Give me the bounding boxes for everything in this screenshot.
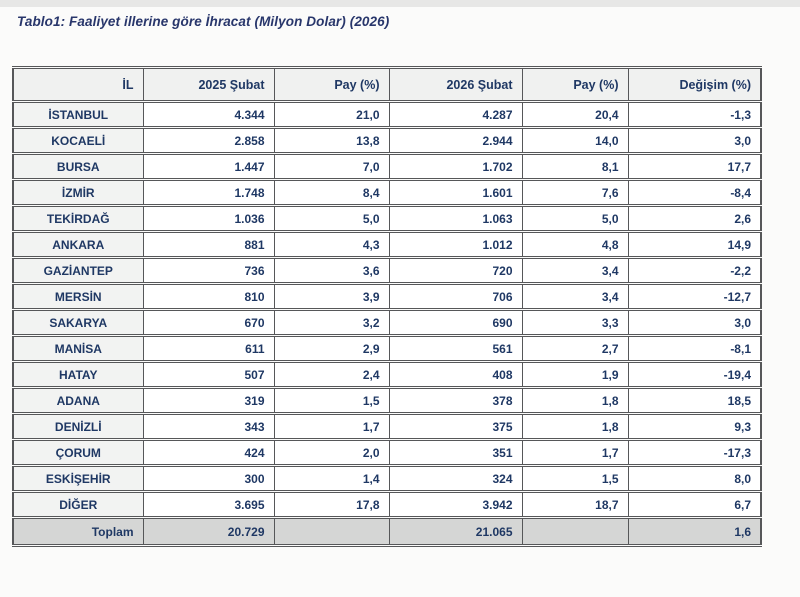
degisim-cell: -2,2 <box>628 258 761 284</box>
pay-2026-cell: 18,7 <box>522 492 628 518</box>
total-degisim-cell: 1,6 <box>628 518 761 546</box>
pay-2026-cell: 1,9 <box>522 362 628 388</box>
value-2026-cell: 706 <box>389 284 522 310</box>
pay-2025-cell: 13,8 <box>274 128 389 154</box>
degisim-cell: 17,7 <box>628 154 761 180</box>
value-2025-cell: 611 <box>143 336 274 362</box>
pay-2025-cell: 1,7 <box>274 414 389 440</box>
table-row <box>13 440 761 466</box>
table-title: Tablo1: Faaliyet illerine göre İhracat (Milyon Dolar) (2026) <box>17 14 390 29</box>
pay-2025-cell: 3,6 <box>274 258 389 284</box>
col-header-pay-2026: Pay (%) <box>522 68 628 102</box>
value-2026-cell: 375 <box>389 414 522 440</box>
degisim-cell: 8,0 <box>628 466 761 492</box>
col-header-pay-2025: Pay (%) <box>274 68 389 102</box>
degisim-cell: -17,3 <box>628 440 761 466</box>
province-cell: SAKARYA <box>13 310 143 336</box>
pay-2025-cell: 3,2 <box>274 310 389 336</box>
pay-2026-cell: 1,7 <box>522 440 628 466</box>
table-row <box>13 128 761 154</box>
pay-2025-cell: 2,9 <box>274 336 389 362</box>
degisim-cell: -8,1 <box>628 336 761 362</box>
table-row <box>13 310 761 336</box>
col-header-degisim: Değişim (%) <box>628 68 761 102</box>
value-2026-cell: 561 <box>389 336 522 362</box>
value-2025-cell: 1.748 <box>143 180 274 206</box>
province-cell: TEKİRDAĞ <box>13 206 143 232</box>
degisim-cell: -12,7 <box>628 284 761 310</box>
value-2026-cell: 1.012 <box>389 232 522 258</box>
table-row <box>13 232 761 258</box>
value-2025-cell: 3.695 <box>143 492 274 518</box>
total-label-cell: Toplam <box>13 518 143 546</box>
pay-2025-cell: 2,0 <box>274 440 389 466</box>
value-2025-cell: 810 <box>143 284 274 310</box>
pay-2025-cell: 21,0 <box>274 102 389 128</box>
pay-2025-cell: 4,3 <box>274 232 389 258</box>
col-header-2025-subat: 2025 Şubat <box>143 68 274 102</box>
pay-2026-cell: 8,1 <box>522 154 628 180</box>
table-row <box>13 336 761 362</box>
province-cell: HATAY <box>13 362 143 388</box>
pay-2025-cell: 3,9 <box>274 284 389 310</box>
value-2026-cell: 1.063 <box>389 206 522 232</box>
table-row <box>13 492 761 518</box>
pay-2026-cell: 3,4 <box>522 284 628 310</box>
degisim-cell: 2,6 <box>628 206 761 232</box>
value-2026-cell: 408 <box>389 362 522 388</box>
pay-2025-cell: 1,5 <box>274 388 389 414</box>
province-cell: KOCAELİ <box>13 128 143 154</box>
value-2025-cell: 319 <box>143 388 274 414</box>
value-2026-cell: 1.702 <box>389 154 522 180</box>
col-header-il: İL <box>13 68 143 102</box>
province-cell: GAZİANTEP <box>13 258 143 284</box>
value-2025-cell: 343 <box>143 414 274 440</box>
value-2026-cell: 324 <box>389 466 522 492</box>
table-row <box>13 466 761 492</box>
province-cell: ADANA <box>13 388 143 414</box>
value-2026-cell: 378 <box>389 388 522 414</box>
pay-2025-cell: 7,0 <box>274 154 389 180</box>
page-top-strip <box>0 0 800 7</box>
pay-2026-cell: 1,5 <box>522 466 628 492</box>
table-row <box>13 206 761 232</box>
pay-2025-cell: 2,4 <box>274 362 389 388</box>
pay-2026-cell: 5,0 <box>522 206 628 232</box>
pay-2025-cell: 5,0 <box>274 206 389 232</box>
table-row <box>13 414 761 440</box>
table-row <box>13 362 761 388</box>
value-2025-cell: 2.858 <box>143 128 274 154</box>
province-cell: İZMİR <box>13 180 143 206</box>
value-2026-cell: 690 <box>389 310 522 336</box>
value-2026-cell: 351 <box>389 440 522 466</box>
pay-2026-cell: 1,8 <box>522 388 628 414</box>
pay-2025-cell: 1,4 <box>274 466 389 492</box>
province-cell: İSTANBUL <box>13 102 143 128</box>
total-v2025-cell: 20.729 <box>143 518 274 546</box>
degisim-cell: -19,4 <box>628 362 761 388</box>
province-cell: DENİZLİ <box>13 414 143 440</box>
total-v2026-cell: 21.065 <box>389 518 522 546</box>
degisim-cell: 14,9 <box>628 232 761 258</box>
pay-2026-cell: 4,8 <box>522 232 628 258</box>
degisim-cell: 3,0 <box>628 310 761 336</box>
value-2025-cell: 736 <box>143 258 274 284</box>
total-row <box>13 518 761 546</box>
total-pay2026-cell <box>522 518 628 546</box>
value-2025-cell: 4.344 <box>143 102 274 128</box>
value-2025-cell: 507 <box>143 362 274 388</box>
value-2026-cell: 1.601 <box>389 180 522 206</box>
pay-2025-cell: 8,4 <box>274 180 389 206</box>
value-2026-cell: 3.942 <box>389 492 522 518</box>
value-2025-cell: 670 <box>143 310 274 336</box>
value-2026-cell: 2.944 <box>389 128 522 154</box>
province-cell: BURSA <box>13 154 143 180</box>
province-cell: ESKİŞEHİR <box>13 466 143 492</box>
table-row <box>13 284 761 310</box>
table-row <box>13 154 761 180</box>
degisim-cell: -8,4 <box>628 180 761 206</box>
value-2025-cell: 300 <box>143 466 274 492</box>
pay-2026-cell: 7,6 <box>522 180 628 206</box>
pay-2026-cell: 3,4 <box>522 258 628 284</box>
total-pay2025-cell <box>274 518 389 546</box>
value-2025-cell: 1.036 <box>143 206 274 232</box>
pay-2026-cell: 20,4 <box>522 102 628 128</box>
pay-2026-cell: 2,7 <box>522 336 628 362</box>
degisim-cell: 18,5 <box>628 388 761 414</box>
province-cell: MANİSA <box>13 336 143 362</box>
pay-2026-cell: 3,3 <box>522 310 628 336</box>
col-header-2026-subat: 2026 Şubat <box>389 68 522 102</box>
province-cell: ÇORUM <box>13 440 143 466</box>
degisim-cell: 9,3 <box>628 414 761 440</box>
value-2026-cell: 4.287 <box>389 102 522 128</box>
pay-2026-cell: 1,8 <box>522 414 628 440</box>
value-2025-cell: 424 <box>143 440 274 466</box>
province-cell: DİĞER <box>13 492 143 518</box>
value-2025-cell: 881 <box>143 232 274 258</box>
table-row <box>13 258 761 284</box>
table-row <box>13 388 761 414</box>
value-2025-cell: 1.447 <box>143 154 274 180</box>
value-2026-cell: 720 <box>389 258 522 284</box>
table-row <box>13 102 761 128</box>
degisim-cell: 3,0 <box>628 128 761 154</box>
header-row <box>13 68 761 102</box>
province-cell: ANKARA <box>13 232 143 258</box>
pay-2025-cell: 17,8 <box>274 492 389 518</box>
degisim-cell: -1,3 <box>628 102 761 128</box>
province-cell: MERSİN <box>13 284 143 310</box>
degisim-cell: 6,7 <box>628 492 761 518</box>
pay-2026-cell: 14,0 <box>522 128 628 154</box>
table-row <box>13 180 761 206</box>
export-by-province-table <box>12 66 762 547</box>
